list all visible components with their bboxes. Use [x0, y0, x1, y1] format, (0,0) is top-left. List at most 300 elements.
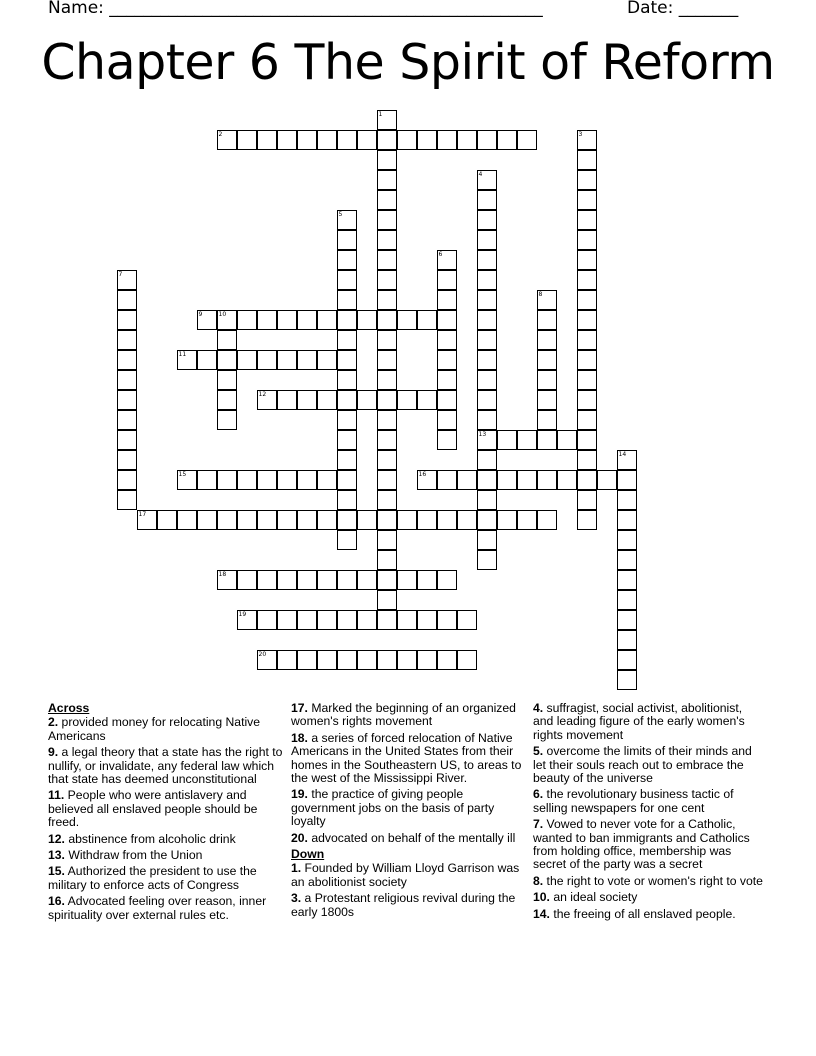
clue-text: an ideal society	[549, 890, 638, 905]
clue-number: 4.	[533, 701, 544, 715]
grid-cell[interactable]	[557, 470, 577, 490]
clue-number-label: 11	[178, 350, 187, 358]
grid-cell[interactable]	[477, 430, 497, 450]
grid-cell[interactable]	[377, 210, 397, 230]
grid-cell[interactable]	[617, 610, 637, 630]
grid-cell[interactable]	[217, 510, 237, 530]
grid-cell[interactable]	[477, 370, 497, 390]
grid-cell[interactable]	[617, 530, 637, 550]
grid-cell[interactable]	[117, 470, 137, 490]
grid-cell[interactable]	[177, 350, 197, 370]
grid-cell[interactable]	[157, 510, 177, 530]
grid-cell[interactable]	[377, 310, 397, 330]
clue-number: 16.	[48, 894, 65, 909]
grid-cell[interactable]	[277, 390, 297, 410]
grid-cell[interactable]	[477, 130, 497, 150]
clue-number: 8.	[533, 873, 544, 888]
clue-number-label: 4	[478, 170, 483, 178]
clue-item	[48, 895, 284, 922]
grid-cell[interactable]	[577, 470, 597, 490]
down-clue-list	[291, 862, 526, 919]
clue-number: 5.	[533, 744, 544, 759]
grid-cell[interactable]	[617, 450, 637, 470]
grid-cell[interactable]	[237, 470, 257, 490]
grid-cell[interactable]	[617, 570, 637, 590]
clue-item	[533, 745, 765, 785]
grid-cell[interactable]	[117, 330, 137, 350]
grid-cell[interactable]	[137, 510, 157, 530]
grid-cell[interactable]	[537, 350, 557, 370]
clue-text: Vowed to never vote for a Catholic, wanted to ban immigrants and Catholics from holding office, membership was secret of the party was a secret	[533, 817, 750, 872]
clue-number-label: 14	[618, 450, 627, 458]
grid-cell[interactable]	[377, 350, 397, 370]
grid-cell[interactable]	[437, 250, 457, 270]
grid-cell[interactable]	[257, 390, 277, 410]
grid-cell[interactable]	[357, 650, 377, 670]
grid-cell[interactable]	[417, 650, 437, 670]
grid-cell[interactable]	[517, 470, 537, 490]
grid-cell[interactable]	[617, 490, 637, 510]
grid-cell[interactable]	[497, 510, 517, 530]
grid-cell[interactable]	[197, 310, 217, 330]
grid-cell[interactable]	[417, 470, 437, 490]
grid-cell[interactable]	[337, 430, 357, 450]
grid-cell[interactable]	[297, 510, 317, 530]
grid-cell[interactable]	[377, 130, 397, 150]
across-clue-list	[48, 716, 284, 922]
grid-cell[interactable]	[317, 310, 337, 330]
clue-number-label: 15	[178, 470, 187, 478]
grid-cell[interactable]	[297, 570, 317, 590]
grid-cell[interactable]	[417, 570, 437, 590]
grid-cell[interactable]	[417, 130, 437, 150]
grid-cell[interactable]	[577, 290, 597, 310]
grid-cell[interactable]	[337, 490, 357, 510]
grid-cell[interactable]	[437, 470, 457, 490]
grid-cell[interactable]	[217, 410, 237, 430]
grid-cell[interactable]	[477, 550, 497, 570]
grid-cell[interactable]	[217, 570, 237, 590]
grid-cell[interactable]	[477, 450, 497, 470]
grid-cell[interactable]	[437, 390, 457, 410]
grid-cell[interactable]	[557, 430, 577, 450]
grid-cell[interactable]	[337, 390, 357, 410]
grid-cell[interactable]	[317, 470, 337, 490]
grid-cell[interactable]	[457, 510, 477, 530]
clue-text: Marked the beginning of an organized women's rights movement	[291, 701, 516, 729]
clue-number-label: 16	[418, 470, 427, 478]
clue-text: People who were antislavery and believed all enslaved people should be freed.	[48, 788, 258, 830]
clue-number: 7.	[533, 817, 544, 832]
grid-cell[interactable]	[577, 330, 597, 350]
grid-cell[interactable]	[117, 410, 137, 430]
grid-cell[interactable]	[337, 290, 357, 310]
grid-cell[interactable]	[337, 510, 357, 530]
clue-number-label: 19	[238, 610, 247, 618]
grid-cell[interactable]	[477, 310, 497, 330]
grid-cell[interactable]	[377, 490, 397, 510]
grid-cell[interactable]	[277, 510, 297, 530]
grid-cell[interactable]	[297, 470, 317, 490]
grid-cell[interactable]	[197, 470, 217, 490]
grid-cell[interactable]	[237, 510, 257, 530]
clue-text: the practice of giving people government jobs on the basis of party loyalty	[291, 787, 495, 829]
grid-cell[interactable]	[277, 470, 297, 490]
grid-cell[interactable]	[517, 130, 537, 150]
grid-cell[interactable]	[437, 410, 457, 430]
grid-cell[interactable]	[337, 470, 357, 490]
grid-cell[interactable]	[457, 130, 477, 150]
grid-cell[interactable]	[377, 150, 397, 170]
grid-cell[interactable]	[117, 490, 137, 510]
clue-item	[48, 865, 284, 892]
clue-item	[48, 716, 284, 743]
grid-cell[interactable]	[317, 650, 337, 670]
grid-cell[interactable]	[457, 610, 477, 630]
grid-cell[interactable]	[537, 470, 557, 490]
grid-cell[interactable]	[257, 510, 277, 530]
grid-cell[interactable]	[617, 470, 637, 490]
grid-cell[interactable]	[537, 510, 557, 530]
grid-cell[interactable]	[577, 170, 597, 190]
clue-item	[291, 892, 526, 919]
grid-cell[interactable]	[397, 310, 417, 330]
grid-cell[interactable]	[317, 610, 337, 630]
grid-cell[interactable]	[377, 510, 397, 530]
grid-cell[interactable]	[297, 130, 317, 150]
grid-cell[interactable]	[117, 370, 137, 390]
grid-cell[interactable]	[217, 310, 237, 330]
grid-cell[interactable]	[337, 450, 357, 470]
grid-cell[interactable]	[537, 390, 557, 410]
grid-cell[interactable]	[337, 230, 357, 250]
grid-cell[interactable]	[337, 410, 357, 430]
clue-text: advocated on behalf of the mentally ill	[307, 830, 516, 845]
grid-cell[interactable]	[337, 210, 357, 230]
grid-cell[interactable]	[537, 330, 557, 350]
grid-cell[interactable]	[437, 610, 457, 630]
grid-cell[interactable]	[577, 130, 597, 150]
clue-number-label: 20	[258, 650, 267, 658]
grid-cell[interactable]	[257, 610, 277, 630]
grid-cell[interactable]	[177, 510, 197, 530]
grid-cell[interactable]	[377, 550, 397, 570]
grid-cell[interactable]	[237, 610, 257, 630]
clue-number-label: 13	[478, 430, 487, 438]
grid-cell[interactable]	[117, 290, 137, 310]
grid-cell[interactable]	[237, 570, 257, 590]
grid-cell[interactable]	[337, 350, 357, 370]
grid-cell[interactable]	[377, 390, 397, 410]
name-field-label: Name: ___________________________________________________	[48, 0, 543, 18]
clue-item	[533, 818, 765, 872]
clue-number: 6.	[533, 787, 544, 802]
clue-text: the revolutionary business tactic of selling newspapers for one cent	[533, 787, 734, 815]
grid-cell[interactable]	[417, 510, 437, 530]
grid-cell[interactable]	[517, 430, 537, 450]
grid-cell[interactable]	[477, 530, 497, 550]
clue-number: 2.	[48, 715, 59, 730]
grid-cell[interactable]	[237, 310, 257, 330]
grid-cell[interactable]	[477, 270, 497, 290]
grid-cell[interactable]	[217, 350, 237, 370]
grid-cell[interactable]	[217, 370, 237, 390]
grid-cell[interactable]	[297, 390, 317, 410]
grid-cell[interactable]	[337, 250, 357, 270]
grid-cell[interactable]	[257, 470, 277, 490]
clue-text: a series of forced relocation of Native Americans in the United States from their homes in the Southeastern US, to areas to the west of the Mississippi River.	[291, 730, 522, 786]
grid-cell[interactable]	[617, 630, 637, 650]
clue-number-label: 17	[138, 510, 147, 518]
grid-cell[interactable]	[257, 310, 277, 330]
grid-cell[interactable]	[577, 250, 597, 270]
grid-cell[interactable]	[437, 430, 457, 450]
grid-cell[interactable]	[357, 390, 377, 410]
grid-cell[interactable]	[477, 470, 497, 490]
grid-cell[interactable]	[577, 350, 597, 370]
grid-cell[interactable]	[577, 370, 597, 390]
grid-cell[interactable]	[437, 370, 457, 390]
grid-cell[interactable]	[277, 350, 297, 370]
clue-text: the right to vote or women's right to vote	[543, 873, 763, 888]
grid-cell[interactable]	[377, 470, 397, 490]
clue-item	[533, 788, 765, 815]
grid-cell[interactable]	[477, 350, 497, 370]
grid-cell[interactable]	[197, 350, 217, 370]
grid-cell[interactable]	[537, 290, 557, 310]
clue-number-label: 9	[198, 310, 203, 318]
grid-cell[interactable]	[417, 310, 437, 330]
clue-item	[533, 908, 765, 921]
grid-cell[interactable]	[117, 430, 137, 450]
grid-cell[interactable]	[397, 570, 417, 590]
grid-cell[interactable]	[377, 410, 397, 430]
grid-cell[interactable]	[257, 350, 277, 370]
grid-cell[interactable]	[437, 130, 457, 150]
grid-cell[interactable]	[397, 130, 417, 150]
grid-cell[interactable]	[437, 650, 457, 670]
grid-cell[interactable]	[277, 650, 297, 670]
grid-cell[interactable]	[237, 130, 257, 150]
grid-cell[interactable]	[617, 590, 637, 610]
grid-cell[interactable]	[117, 270, 137, 290]
grid-cell[interactable]	[377, 250, 397, 270]
grid-cell[interactable]	[477, 250, 497, 270]
grid-cell[interactable]	[337, 370, 357, 390]
grid-cell[interactable]	[397, 390, 417, 410]
grid-cell[interactable]	[277, 610, 297, 630]
grid-cell[interactable]	[577, 270, 597, 290]
grid-cell[interactable]	[377, 570, 397, 590]
grid-cell[interactable]	[337, 310, 357, 330]
grid-cell[interactable]	[437, 350, 457, 370]
grid-cell[interactable]	[437, 310, 457, 330]
grid-cell[interactable]	[617, 650, 637, 670]
grid-cell[interactable]	[377, 450, 397, 470]
grid-cell[interactable]	[577, 510, 597, 530]
grid-cell[interactable]	[357, 130, 377, 150]
grid-cell[interactable]	[457, 470, 477, 490]
grid-cell[interactable]	[337, 650, 357, 670]
grid-cell[interactable]	[577, 490, 597, 510]
grid-cell[interactable]	[497, 470, 517, 490]
grid-cell[interactable]	[477, 490, 497, 510]
grid-cell[interactable]	[437, 510, 457, 530]
grid-cell[interactable]	[277, 310, 297, 330]
grid-cell[interactable]	[317, 130, 337, 150]
grid-cell[interactable]	[537, 430, 557, 450]
grid-cell[interactable]	[317, 510, 337, 530]
grid-cell[interactable]	[477, 210, 497, 230]
grid-cell[interactable]	[357, 310, 377, 330]
clue-text: suffragist, social activist, abolitionist, and leading figure of the early women's rights movement	[533, 701, 745, 742]
clues-column-3	[533, 702, 765, 924]
clue-item	[48, 833, 284, 846]
grid-cell[interactable]	[377, 430, 397, 450]
grid-cell[interactable]	[617, 670, 637, 690]
grid-cell[interactable]	[497, 130, 517, 150]
grid-cell[interactable]	[377, 110, 397, 130]
grid-cell[interactable]	[377, 230, 397, 250]
grid-cell[interactable]	[297, 610, 317, 630]
grid-cell[interactable]	[577, 410, 597, 430]
grid-cell[interactable]	[377, 610, 397, 630]
clue-item	[533, 875, 765, 888]
grid-cell[interactable]	[217, 470, 237, 490]
grid-cell[interactable]	[577, 230, 597, 250]
grid-cell[interactable]	[337, 270, 357, 290]
grid-cell[interactable]	[577, 150, 597, 170]
grid-cell[interactable]	[377, 190, 397, 210]
grid-cell[interactable]	[417, 390, 437, 410]
grid-cell[interactable]	[617, 510, 637, 530]
grid-cell[interactable]	[397, 610, 417, 630]
grid-cell[interactable]	[357, 570, 377, 590]
clue-number-label: 3	[578, 130, 583, 138]
clue-number-label: 12	[258, 390, 267, 398]
grid-cell[interactable]	[517, 510, 537, 530]
grid-cell[interactable]	[377, 330, 397, 350]
grid-cell[interactable]	[257, 650, 277, 670]
grid-cell[interactable]	[377, 530, 397, 550]
clue-number-label: 5	[338, 210, 343, 218]
grid-cell[interactable]	[337, 610, 357, 630]
grid-cell[interactable]	[277, 570, 297, 590]
grid-cell[interactable]	[337, 130, 357, 150]
clue-item	[291, 788, 526, 828]
clue-item	[48, 849, 284, 862]
grid-cell[interactable]	[417, 610, 437, 630]
grid-cell[interactable]	[337, 330, 357, 350]
grid-cell[interactable]	[577, 310, 597, 330]
grid-cell[interactable]	[297, 650, 317, 670]
grid-cell[interactable]	[477, 330, 497, 350]
grid-cell[interactable]	[317, 390, 337, 410]
clue-number-label: 2	[218, 130, 223, 138]
grid-cell[interactable]	[317, 570, 337, 590]
grid-cell[interactable]	[177, 470, 197, 490]
grid-cell[interactable]	[337, 530, 357, 550]
grid-cell[interactable]	[297, 350, 317, 370]
grid-cell[interactable]	[497, 430, 517, 450]
grid-cell[interactable]	[117, 450, 137, 470]
grid-cell[interactable]	[577, 430, 597, 450]
clue-item	[48, 746, 284, 786]
clue-number: 17.	[291, 701, 308, 715]
page-title: Chapter 6 The Spirit of Reform	[41, 34, 775, 91]
grid-cell[interactable]	[377, 650, 397, 670]
grid-cell[interactable]	[117, 390, 137, 410]
clue-text: overcome the limits of their minds and let their souls reach out to embrace the beauty of the universe	[533, 744, 752, 786]
clue-text: the freeing of all enslaved people.	[549, 906, 736, 921]
grid-cell[interactable]	[577, 450, 597, 470]
grid-cell[interactable]	[217, 130, 237, 150]
grid-cell[interactable]	[117, 310, 137, 330]
clue-item	[291, 702, 526, 729]
grid-cell[interactable]	[577, 210, 597, 230]
grid-cell[interactable]	[217, 330, 237, 350]
grid-cell[interactable]	[397, 510, 417, 530]
grid-cell[interactable]	[577, 190, 597, 210]
grid-cell[interactable]	[477, 290, 497, 310]
grid-cell[interactable]	[377, 270, 397, 290]
grid-cell[interactable]	[197, 510, 217, 530]
grid-cell[interactable]	[477, 390, 497, 410]
clue-number: 3.	[291, 891, 302, 906]
clue-text: abstinence from alcoholic drink	[64, 831, 236, 846]
grid-cell[interactable]	[457, 650, 477, 670]
grid-cell[interactable]	[477, 170, 497, 190]
grid-cell[interactable]	[477, 410, 497, 430]
grid-cell[interactable]	[377, 590, 397, 610]
grid-cell[interactable]	[477, 230, 497, 250]
grid-cell[interactable]	[537, 410, 557, 430]
grid-cell[interactable]	[357, 510, 377, 530]
grid-cell[interactable]	[357, 610, 377, 630]
grid-cell[interactable]	[537, 310, 557, 330]
grid-cell[interactable]	[337, 570, 357, 590]
clue-number: 12.	[48, 831, 65, 846]
grid-cell[interactable]	[617, 550, 637, 570]
clue-number: 1.	[291, 861, 302, 876]
grid-cell[interactable]	[297, 310, 317, 330]
grid-cell[interactable]	[237, 350, 257, 370]
grid-cell[interactable]	[477, 510, 497, 530]
grid-cell[interactable]	[257, 570, 277, 590]
clue-number: 15.	[48, 864, 65, 879]
clue-item	[533, 891, 765, 904]
grid-cell[interactable]	[477, 190, 497, 210]
grid-cell[interactable]	[437, 330, 457, 350]
grid-cell[interactable]	[377, 370, 397, 390]
grid-cell[interactable]	[437, 570, 457, 590]
grid-cell[interactable]	[397, 650, 417, 670]
clue-number: 19.	[291, 787, 308, 802]
grid-cell[interactable]	[377, 290, 397, 310]
grid-cell[interactable]	[437, 290, 457, 310]
grid-cell[interactable]	[437, 270, 457, 290]
grid-cell[interactable]	[277, 130, 297, 150]
grid-cell[interactable]	[317, 350, 337, 370]
grid-cell[interactable]	[257, 130, 277, 150]
grid-cell[interactable]	[117, 350, 137, 370]
clue-text: Founded by William Lloyd Garrison was an abolitionist society	[291, 861, 520, 889]
grid-cell[interactable]	[217, 390, 237, 410]
grid-cell[interactable]	[537, 370, 557, 390]
grid-cell[interactable]	[377, 170, 397, 190]
grid-cell[interactable]	[597, 470, 617, 490]
grid-cell[interactable]	[577, 390, 597, 410]
